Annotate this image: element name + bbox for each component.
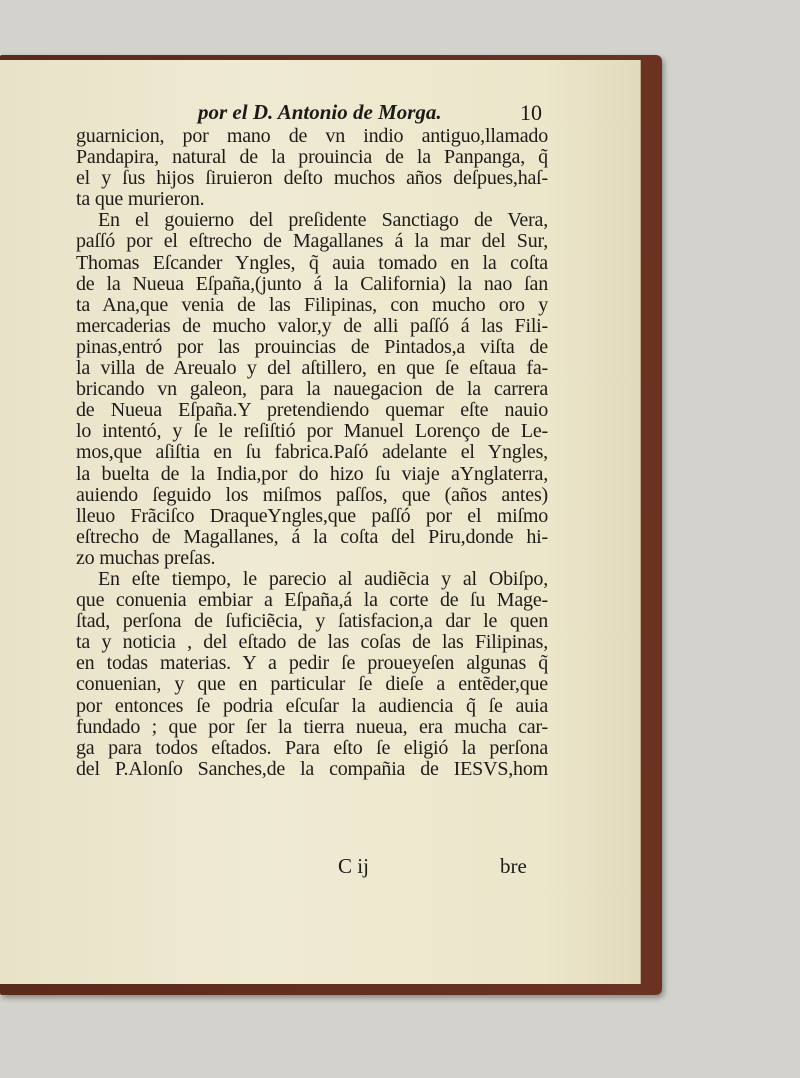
text-line: Thomas Eſcander Yngles, q̃ auia tomado en la coſta [76, 251, 548, 274]
text-line: del P.Alonſo Sanches,de la compañia de IESVS,hom [76, 757, 548, 780]
text-line: En el gouierno del preſidente Sanctiago de Vera, [98, 209, 548, 232]
text-line: el y ſus hijos ſiruieron deſto muchos años deſpues,haſ- [76, 167, 548, 190]
text-line: auiendo ſeguido los miſmos paſſos, que (años antes) [76, 483, 548, 506]
text-line: fundado ; que por ſer la tierra nueua, era mucha car- [76, 715, 548, 738]
text-line: guarnicion, por mano de vn indio antiguo,llamado [76, 125, 548, 147]
text-line: que conuenia embiar a Eſpaña,á la corte de ſu Mage- [76, 589, 548, 612]
text-line: Pandapira, natural de la prouincia de la Panpanga, q̃ [76, 146, 548, 169]
text-line: lo intentó, y ſe le reſiſtió por Manuel Lorenço de Le- [76, 420, 548, 443]
page-number: 10 [520, 100, 542, 125]
text-line: ta que murieron. [76, 188, 205, 211]
text-line: lleuo Frãciſco DraqueYngles,que paſſó por el miſmo [76, 504, 548, 527]
text-line: paſſó por el eſtrecho de Magallanes á la mar del Sur, [76, 230, 548, 253]
text-line: de Nueua Eſpaña.Y pretendiendo quemar eſte nauio [76, 399, 548, 422]
text-line: ſtad, perſona de ſuficiẽcia, y ſatisfacion,a dar le quen [76, 610, 548, 633]
text-line: de la Nueua Eſpaña,(junto á la California) la nao ſan [76, 272, 548, 295]
text-line: eſtrecho de Magallanes, á la coſta del Piru,donde hi- [76, 525, 548, 548]
catchword: bre [500, 854, 527, 878]
text-line: ga para todos eſtados. Para eſto ſe eligió la perſona [76, 736, 548, 759]
text-line: zo muchas preſas. [76, 546, 216, 569]
text-line: mos,que aſiſtia en ſu fabrica.Paſó adelante el Yngles, [76, 441, 548, 464]
text-line: la buelta de la India,por do hizo ſu viaje aYnglaterra, [76, 462, 548, 485]
text-line: ta Ana,que venia de las Filipinas, con mucho oro y [76, 293, 548, 316]
text-line: En eſte tiempo, le parecio al audiẽcia y al Obiſpo, [98, 567, 548, 590]
signature-mark: C ij [338, 854, 369, 878]
page-footer [76, 854, 548, 882]
text-line: en todas materias. Y a pedir ſe proueyeſen algunas q̃ [76, 652, 548, 675]
text-line: por entonces ſe podria eſcuſar la audiencia q̃ ſe auia [76, 694, 548, 717]
text-line: ta y noticia , del eſtado de las coſas de las Filipinas, [76, 631, 548, 654]
text-block [76, 126, 548, 780]
text-line: conuenian, y que en particular ſe dieſe a entẽder,que [76, 673, 548, 696]
text-line: la villa de Areualo y del aſtillero, en que ſe eſtaua fa- [76, 357, 548, 380]
running-head [0, 100, 640, 126]
text-line: mercaderias de mucho valor,y de alli paſſó á las Fili- [76, 314, 548, 337]
text-line: pinas,entró por las prouincias de Pintados,a viſta de [76, 335, 548, 358]
running-head-title: por el D. Antonio de Morga. [198, 100, 442, 124]
text-line: bricando vn galeon, para la nauegacion de la carrera [76, 378, 548, 401]
